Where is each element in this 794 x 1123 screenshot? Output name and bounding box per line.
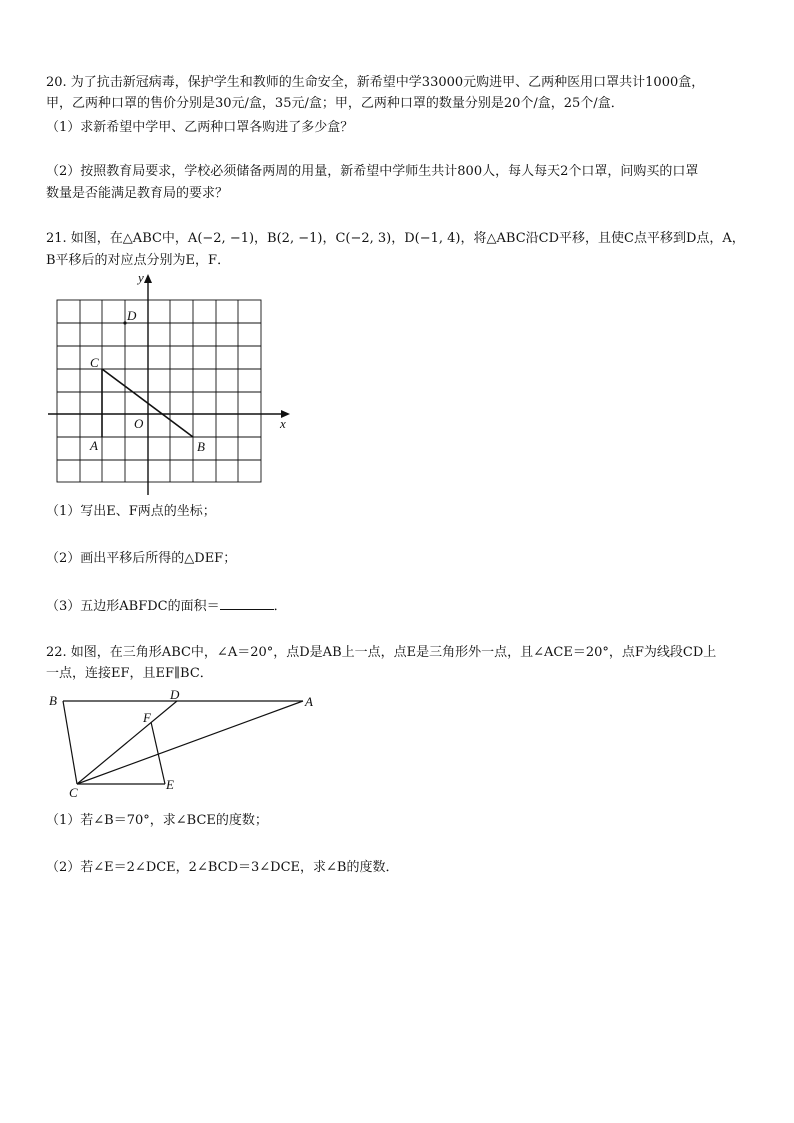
label-a: A	[305, 694, 313, 709]
q21-line1: 21. 如图，在△ABC中，A(−2, −1)，B(2, −1)，C(−2, 3)，D(−1, 4)，将△ABC沿CD平移，且使C点平移到D点，A，	[46, 231, 745, 246]
q21-part3	[46, 597, 287, 616]
label-y: y	[138, 270, 144, 285]
label-x: x	[280, 416, 286, 431]
q21-grid-figure	[40, 268, 300, 500]
label-b: B	[197, 439, 205, 454]
label-f: F	[143, 710, 151, 725]
label-b: B	[49, 693, 57, 708]
q20-line2: 甲，乙两种口罩的售价分别是30元/盒，35元/盒；甲，乙两种口罩的数量分别是20个/盒，25个/盒．	[46, 96, 624, 111]
q21-part3-prefix: （3）五边形ABFDC的面积＝	[46, 599, 220, 614]
q20-part1: （1）求新希望中学甲、乙两种口罩各购进了多少盒？	[46, 120, 354, 135]
segment-bc	[63, 701, 77, 784]
q21-line2: B平移后的对应点分别为E，F．	[46, 253, 231, 268]
label-a: A	[90, 438, 98, 453]
label-d: D	[127, 308, 137, 323]
q22-part2: （2）若∠E＝2∠DCE，2∠BCD＝3∠DCE，求∠B的度数．	[46, 860, 399, 875]
q22-line1: 22. 如图，在三角形ABC中，∠A＝20°，点D是AB上一点，点E是三角形外一点，且∠ACE＝20°，点F为线段CD上	[46, 645, 717, 660]
q20-part2-line2: 数量是否能满足教育局的要求？	[46, 186, 229, 201]
q22-part1: （1）若∠B＝70°，求∠BCE的度数；	[46, 813, 268, 828]
q21-part3-suffix: ．	[273, 599, 287, 614]
q22-triangle-figure	[44, 686, 324, 802]
q22-line2: 一点，连接EF，且EF∥BC．	[46, 666, 213, 681]
q20-part2-line1: （2）按照教育局要求，学校必须储备两周的用量，新希望中学师生共计800人，每人每天2个口罩，问购买的口罩	[46, 164, 699, 179]
q20-line1: 20. 为了抗击新冠病毒，保护学生和教师的生命安全，新希望中学33000元购进甲、乙两种医用口罩共计1000盒，	[46, 75, 705, 90]
label-c: C	[90, 355, 99, 370]
q21-part1: （1）写出E、F两点的坐标；	[46, 504, 216, 519]
axes	[48, 280, 284, 495]
label-e: E	[166, 777, 174, 792]
label-d: D	[170, 687, 180, 702]
q21-part2: （2）画出平移后所得的△DEF；	[46, 551, 237, 566]
segment-ca	[77, 701, 303, 784]
answer-blank	[220, 597, 274, 610]
y-axis-arrow	[144, 274, 152, 283]
grid	[57, 300, 261, 482]
label-o: O	[134, 416, 144, 431]
label-c: C	[69, 785, 78, 800]
